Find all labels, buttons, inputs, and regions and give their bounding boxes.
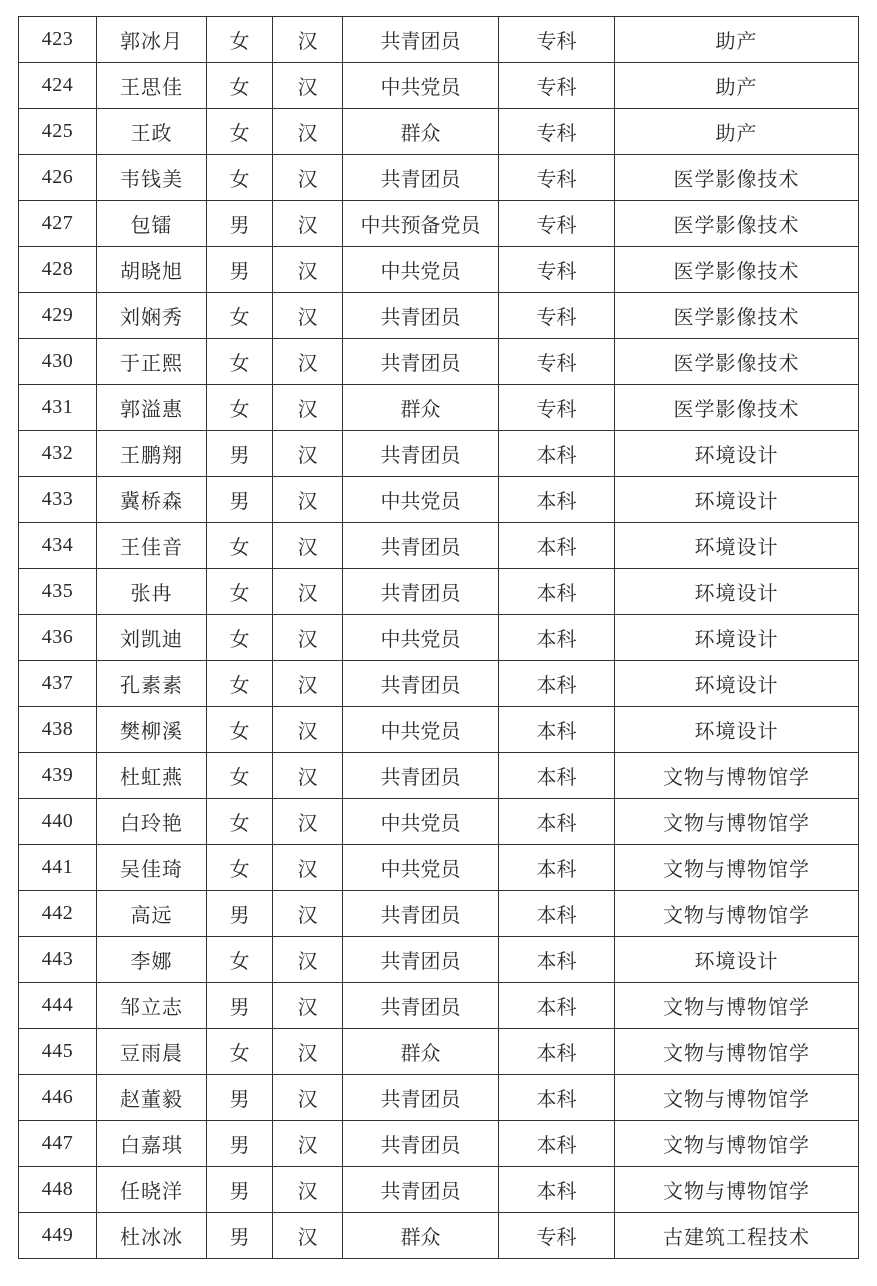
- cell-education-level: 本科: [499, 1167, 615, 1213]
- cell-serial-number: 441: [19, 845, 97, 891]
- table-row: [19, 293, 859, 339]
- cell-serial-number: 449: [19, 1213, 97, 1259]
- cell-serial-number: 439: [19, 753, 97, 799]
- cell-major: 医学影像技术: [615, 293, 859, 339]
- cell-major: 文物与博物馆学: [615, 1075, 859, 1121]
- cell-ethnicity: 汉: [273, 109, 343, 155]
- table-row: [19, 799, 859, 845]
- cell-name: 张冉: [97, 569, 207, 615]
- cell-serial-number: 435: [19, 569, 97, 615]
- cell-political-status: 群众: [343, 109, 499, 155]
- cell-major: 环境设计: [615, 523, 859, 569]
- cell-education-level: 专科: [499, 63, 615, 109]
- cell-gender: 男: [207, 431, 273, 477]
- cell-ethnicity: 汉: [273, 155, 343, 201]
- cell-political-status: 共青团员: [343, 1075, 499, 1121]
- cell-political-status: 共青团员: [343, 1167, 499, 1213]
- table-row: [19, 385, 859, 431]
- cell-serial-number: 447: [19, 1121, 97, 1167]
- cell-political-status: 共青团员: [343, 753, 499, 799]
- cell-ethnicity: 汉: [273, 201, 343, 247]
- cell-gender: 女: [207, 569, 273, 615]
- cell-political-status: 中共党员: [343, 247, 499, 293]
- table-row: [19, 983, 859, 1029]
- cell-major: 助产: [615, 63, 859, 109]
- cell-ethnicity: 汉: [273, 385, 343, 431]
- roster-table: [18, 16, 859, 1259]
- cell-name: 刘娴秀: [97, 293, 207, 339]
- cell-major: 助产: [615, 109, 859, 155]
- cell-name: 邹立志: [97, 983, 207, 1029]
- cell-education-level: 本科: [499, 1029, 615, 1075]
- cell-political-status: 中共预备党员: [343, 201, 499, 247]
- cell-political-status: 共青团员: [343, 155, 499, 201]
- cell-gender: 女: [207, 753, 273, 799]
- cell-education-level: 专科: [499, 385, 615, 431]
- cell-gender: 女: [207, 385, 273, 431]
- table-row: [19, 523, 859, 569]
- cell-major: 助产: [615, 17, 859, 63]
- cell-education-level: 本科: [499, 615, 615, 661]
- cell-education-level: 专科: [499, 1213, 615, 1259]
- cell-education-level: 本科: [499, 707, 615, 753]
- cell-gender: 女: [207, 109, 273, 155]
- cell-name: 豆雨晨: [97, 1029, 207, 1075]
- cell-major: 文物与博物馆学: [615, 799, 859, 845]
- cell-education-level: 专科: [499, 155, 615, 201]
- cell-serial-number: 423: [19, 17, 97, 63]
- cell-serial-number: 429: [19, 293, 97, 339]
- cell-name: 高远: [97, 891, 207, 937]
- cell-name: 郭冰月: [97, 17, 207, 63]
- cell-political-status: 群众: [343, 1029, 499, 1075]
- cell-major: 环境设计: [615, 661, 859, 707]
- cell-political-status: 共青团员: [343, 431, 499, 477]
- cell-gender: 女: [207, 339, 273, 385]
- cell-name: 韦钱美: [97, 155, 207, 201]
- table-row: [19, 707, 859, 753]
- table-row: [19, 247, 859, 293]
- cell-name: 郭溢惠: [97, 385, 207, 431]
- cell-political-status: 中共党员: [343, 615, 499, 661]
- cell-gender: 男: [207, 1075, 273, 1121]
- cell-serial-number: 428: [19, 247, 97, 293]
- cell-major: 文物与博物馆学: [615, 891, 859, 937]
- cell-education-level: 专科: [499, 17, 615, 63]
- cell-ethnicity: 汉: [273, 431, 343, 477]
- table-row: [19, 1121, 859, 1167]
- cell-major: 文物与博物馆学: [615, 753, 859, 799]
- cell-gender: 女: [207, 155, 273, 201]
- table-row: [19, 569, 859, 615]
- cell-major: 古建筑工程技术: [615, 1213, 859, 1259]
- cell-education-level: 本科: [499, 569, 615, 615]
- table-row: [19, 937, 859, 983]
- cell-gender: 男: [207, 201, 273, 247]
- cell-education-level: 专科: [499, 109, 615, 155]
- cell-serial-number: 437: [19, 661, 97, 707]
- cell-ethnicity: 汉: [273, 63, 343, 109]
- cell-name: 王政: [97, 109, 207, 155]
- cell-ethnicity: 汉: [273, 615, 343, 661]
- cell-ethnicity: 汉: [273, 753, 343, 799]
- cell-major: 文物与博物馆学: [615, 983, 859, 1029]
- cell-major: 环境设计: [615, 615, 859, 661]
- cell-ethnicity: 汉: [273, 1075, 343, 1121]
- cell-ethnicity: 汉: [273, 477, 343, 523]
- table-row: [19, 1075, 859, 1121]
- cell-gender: 女: [207, 845, 273, 891]
- cell-serial-number: 430: [19, 339, 97, 385]
- cell-education-level: 本科: [499, 523, 615, 569]
- cell-major: 环境设计: [615, 569, 859, 615]
- cell-education-level: 本科: [499, 1075, 615, 1121]
- table-row: [19, 1213, 859, 1259]
- cell-serial-number: 443: [19, 937, 97, 983]
- cell-serial-number: 433: [19, 477, 97, 523]
- cell-ethnicity: 汉: [273, 1167, 343, 1213]
- cell-ethnicity: 汉: [273, 845, 343, 891]
- cell-ethnicity: 汉: [273, 293, 343, 339]
- table-row: [19, 201, 859, 247]
- cell-education-level: 本科: [499, 477, 615, 523]
- cell-name: 白嘉琪: [97, 1121, 207, 1167]
- cell-political-status: 中共党员: [343, 799, 499, 845]
- cell-major: 医学影像技术: [615, 247, 859, 293]
- cell-name: 于正熙: [97, 339, 207, 385]
- cell-gender: 女: [207, 707, 273, 753]
- table-row: [19, 891, 859, 937]
- cell-gender: 男: [207, 1121, 273, 1167]
- cell-education-level: 本科: [499, 431, 615, 477]
- cell-education-level: 专科: [499, 293, 615, 339]
- cell-name: 冀桥森: [97, 477, 207, 523]
- cell-ethnicity: 汉: [273, 1213, 343, 1259]
- cell-serial-number: 431: [19, 385, 97, 431]
- cell-gender: 女: [207, 523, 273, 569]
- cell-name: 赵董毅: [97, 1075, 207, 1121]
- cell-gender: 女: [207, 615, 273, 661]
- cell-education-level: 本科: [499, 937, 615, 983]
- cell-serial-number: 445: [19, 1029, 97, 1075]
- cell-political-status: 共青团员: [343, 937, 499, 983]
- cell-ethnicity: 汉: [273, 891, 343, 937]
- cell-ethnicity: 汉: [273, 707, 343, 753]
- cell-serial-number: 442: [19, 891, 97, 937]
- cell-education-level: 本科: [499, 661, 615, 707]
- cell-ethnicity: 汉: [273, 523, 343, 569]
- cell-ethnicity: 汉: [273, 799, 343, 845]
- cell-political-status: 中共党员: [343, 63, 499, 109]
- cell-serial-number: 446: [19, 1075, 97, 1121]
- cell-serial-number: 432: [19, 431, 97, 477]
- cell-political-status: 中共党员: [343, 707, 499, 753]
- cell-major: 环境设计: [615, 707, 859, 753]
- cell-name: 王佳音: [97, 523, 207, 569]
- cell-political-status: 共青团员: [343, 661, 499, 707]
- cell-political-status: 共青团员: [343, 569, 499, 615]
- table-row: [19, 845, 859, 891]
- cell-gender: 女: [207, 63, 273, 109]
- cell-major: 环境设计: [615, 937, 859, 983]
- cell-serial-number: 438: [19, 707, 97, 753]
- cell-serial-number: 434: [19, 523, 97, 569]
- cell-gender: 男: [207, 247, 273, 293]
- table-row: [19, 753, 859, 799]
- cell-name: 吴佳琦: [97, 845, 207, 891]
- cell-political-status: 共青团员: [343, 293, 499, 339]
- cell-name: 王思佳: [97, 63, 207, 109]
- cell-political-status: 共青团员: [343, 1121, 499, 1167]
- cell-name: 李娜: [97, 937, 207, 983]
- cell-name: 樊柳溪: [97, 707, 207, 753]
- cell-political-status: 群众: [343, 1213, 499, 1259]
- cell-name: 任晓洋: [97, 1167, 207, 1213]
- cell-major: 文物与博物馆学: [615, 1029, 859, 1075]
- cell-education-level: 专科: [499, 339, 615, 385]
- cell-serial-number: 436: [19, 615, 97, 661]
- cell-major: 文物与博物馆学: [615, 1121, 859, 1167]
- cell-major: 文物与博物馆学: [615, 845, 859, 891]
- cell-political-status: 共青团员: [343, 523, 499, 569]
- table-row: [19, 615, 859, 661]
- cell-ethnicity: 汉: [273, 1121, 343, 1167]
- cell-gender: 男: [207, 891, 273, 937]
- cell-ethnicity: 汉: [273, 937, 343, 983]
- cell-education-level: 本科: [499, 1121, 615, 1167]
- cell-major: 医学影像技术: [615, 155, 859, 201]
- cell-education-level: 专科: [499, 247, 615, 293]
- cell-political-status: 共青团员: [343, 891, 499, 937]
- cell-serial-number: 440: [19, 799, 97, 845]
- cell-major: 医学影像技术: [615, 385, 859, 431]
- cell-ethnicity: 汉: [273, 247, 343, 293]
- cell-major: 文物与博物馆学: [615, 1167, 859, 1213]
- cell-gender: 女: [207, 799, 273, 845]
- cell-serial-number: 427: [19, 201, 97, 247]
- cell-name: 杜冰冰: [97, 1213, 207, 1259]
- table-row: [19, 1167, 859, 1213]
- cell-major: 医学影像技术: [615, 339, 859, 385]
- table-row: [19, 63, 859, 109]
- cell-gender: 男: [207, 983, 273, 1029]
- cell-ethnicity: 汉: [273, 1029, 343, 1075]
- cell-serial-number: 444: [19, 983, 97, 1029]
- roster-sheet: [18, 16, 858, 1259]
- cell-name: 杜虹燕: [97, 753, 207, 799]
- cell-name: 胡晓旭: [97, 247, 207, 293]
- cell-ethnicity: 汉: [273, 983, 343, 1029]
- cell-serial-number: 424: [19, 63, 97, 109]
- cell-education-level: 本科: [499, 891, 615, 937]
- cell-ethnicity: 汉: [273, 17, 343, 63]
- cell-education-level: 专科: [499, 201, 615, 247]
- cell-political-status: 中共党员: [343, 845, 499, 891]
- table-row: [19, 155, 859, 201]
- cell-political-status: 中共党员: [343, 477, 499, 523]
- cell-political-status: 共青团员: [343, 17, 499, 63]
- cell-gender: 女: [207, 661, 273, 707]
- cell-political-status: 群众: [343, 385, 499, 431]
- cell-political-status: 共青团员: [343, 339, 499, 385]
- table-row: [19, 477, 859, 523]
- roster-table-body: [19, 17, 859, 1259]
- cell-gender: 女: [207, 937, 273, 983]
- cell-gender: 女: [207, 1029, 273, 1075]
- cell-education-level: 本科: [499, 845, 615, 891]
- cell-ethnicity: 汉: [273, 661, 343, 707]
- cell-name: 白玲艳: [97, 799, 207, 845]
- cell-name: 孔素素: [97, 661, 207, 707]
- cell-education-level: 本科: [499, 799, 615, 845]
- table-row: [19, 339, 859, 385]
- cell-name: 王鹏翔: [97, 431, 207, 477]
- cell-education-level: 本科: [499, 983, 615, 1029]
- table-row: [19, 431, 859, 477]
- cell-serial-number: 426: [19, 155, 97, 201]
- table-row: [19, 1029, 859, 1075]
- cell-name: 包镭: [97, 201, 207, 247]
- cell-political-status: 共青团员: [343, 983, 499, 1029]
- cell-serial-number: 425: [19, 109, 97, 155]
- cell-name: 刘凯迪: [97, 615, 207, 661]
- cell-gender: 男: [207, 1213, 273, 1259]
- cell-major: 环境设计: [615, 431, 859, 477]
- table-row: [19, 661, 859, 707]
- table-row: [19, 17, 859, 63]
- cell-ethnicity: 汉: [273, 569, 343, 615]
- cell-education-level: 本科: [499, 753, 615, 799]
- cell-gender: 男: [207, 477, 273, 523]
- table-row: [19, 109, 859, 155]
- cell-serial-number: 448: [19, 1167, 97, 1213]
- cell-gender: 男: [207, 1167, 273, 1213]
- cell-major: 医学影像技术: [615, 201, 859, 247]
- cell-gender: 女: [207, 293, 273, 339]
- cell-major: 环境设计: [615, 477, 859, 523]
- cell-ethnicity: 汉: [273, 339, 343, 385]
- cell-gender: 女: [207, 17, 273, 63]
